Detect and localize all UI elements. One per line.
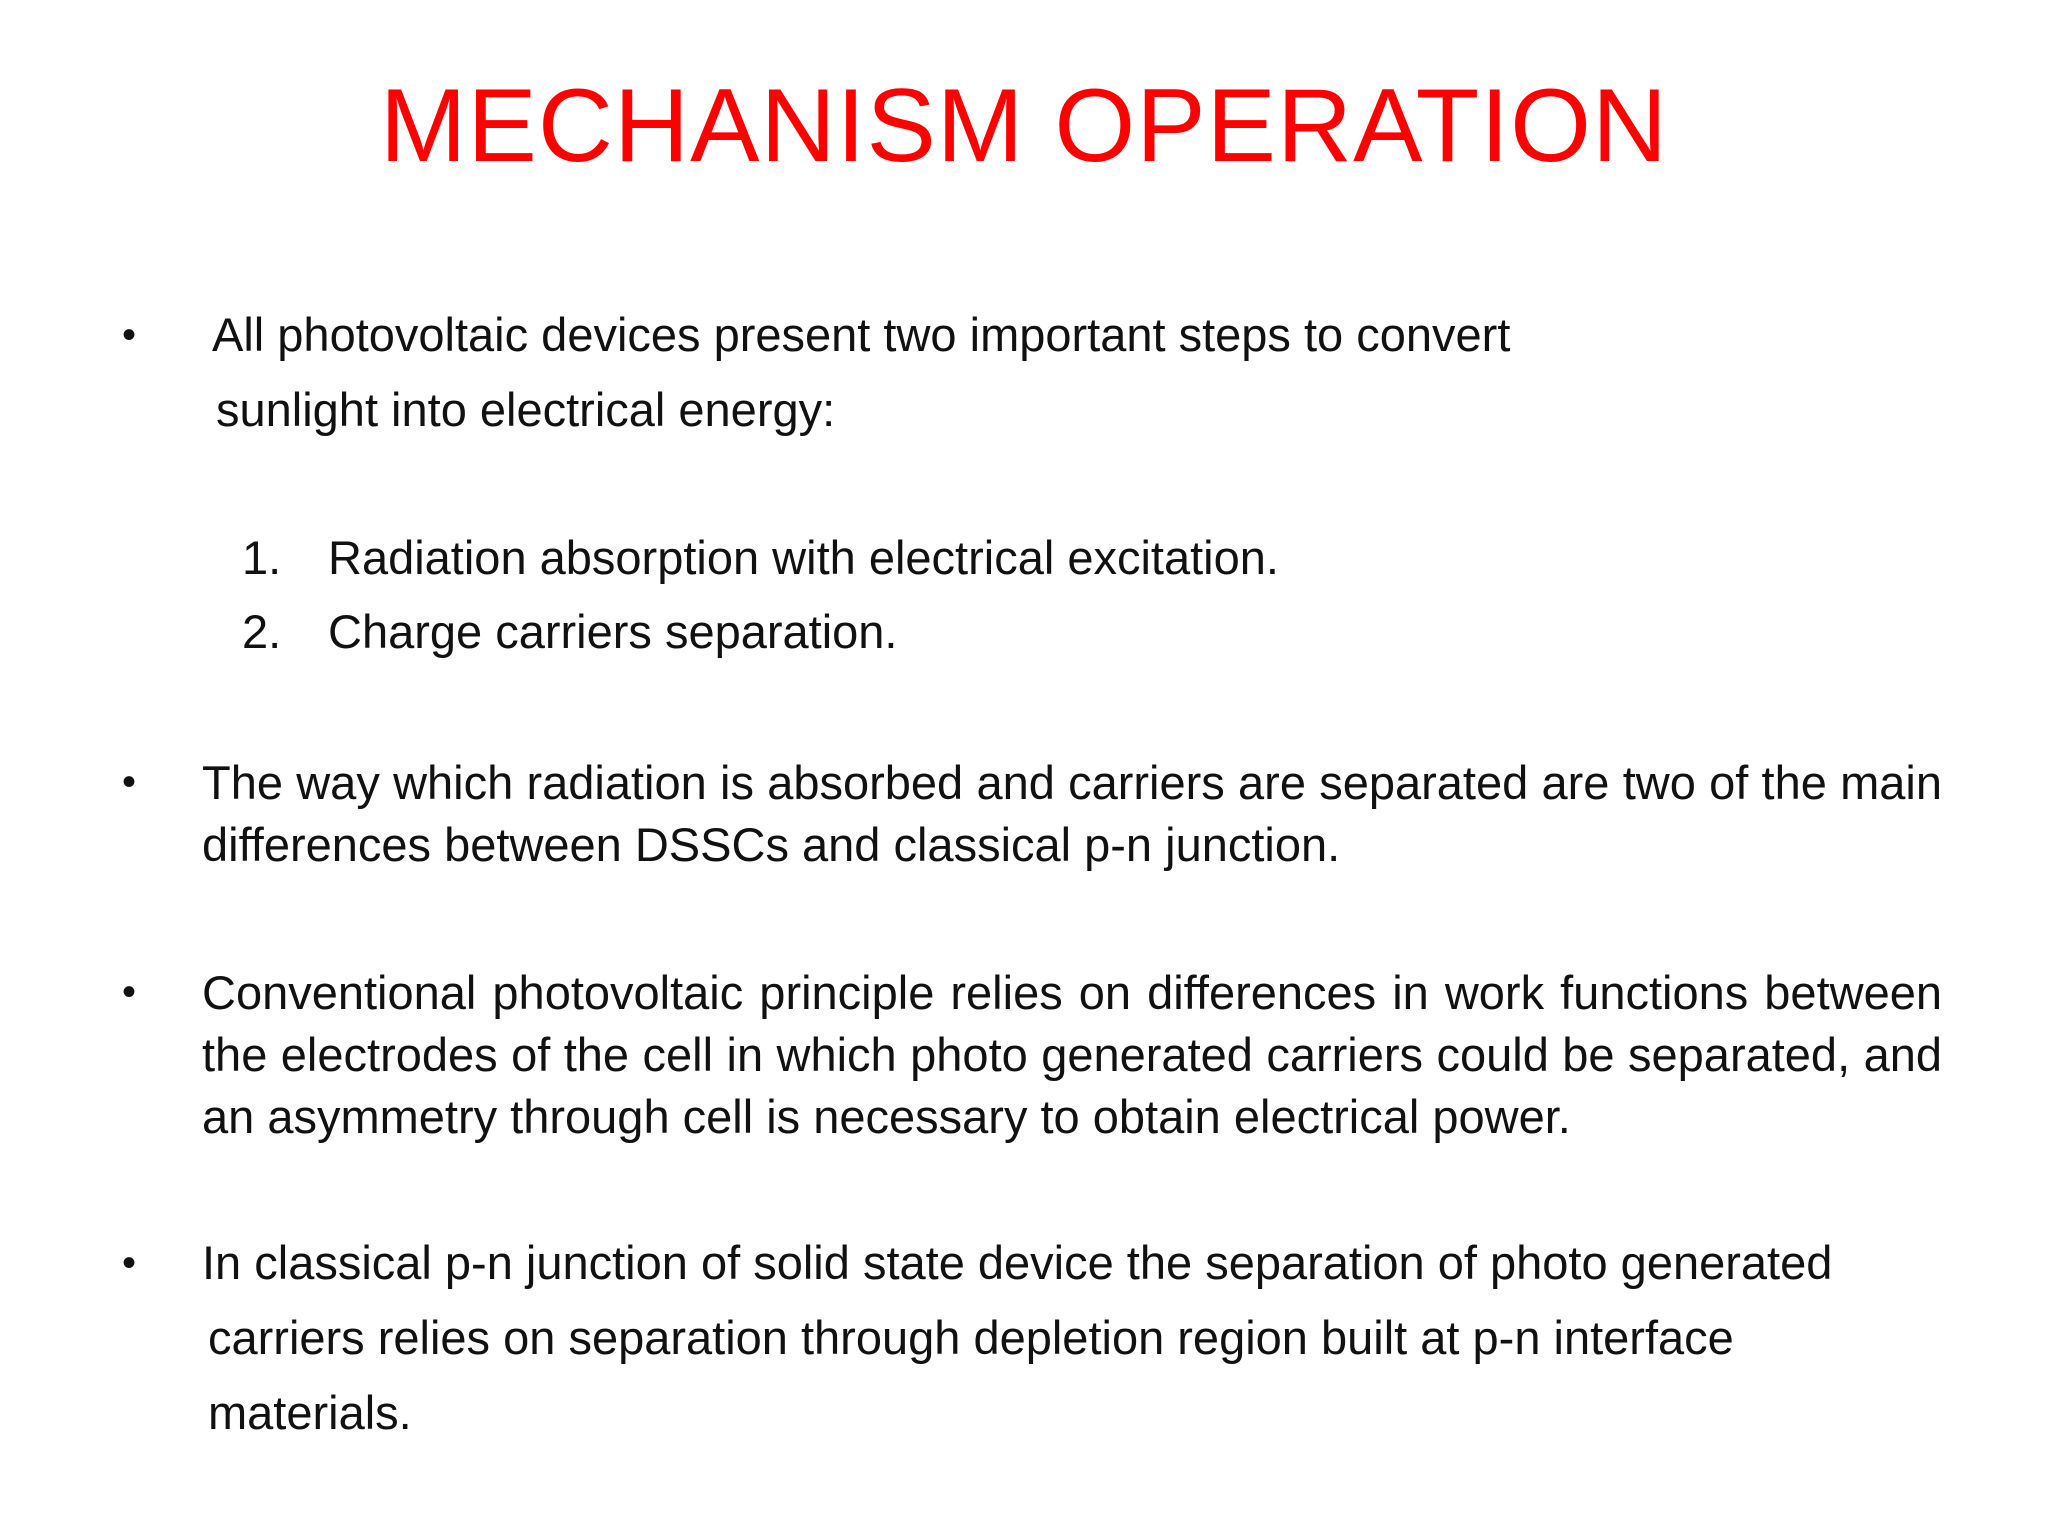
sub-item-2-number: 2. [242,605,282,658]
bullet-marker-2: • [122,760,137,804]
sub-item-2-text: Charge carriers separation. [328,605,898,658]
bullet-1-line-1: All photovoltaic devices present two important steps to convert [212,308,1511,361]
bullet-marker-3: • [122,970,137,1014]
bullet-4-line-2: carriers relies on separation through depletion region built at p-n interface [208,1311,1734,1364]
sub-item-1-number: 1. [242,531,282,584]
bullet-4-line-1: In classical p-n junction of solid state device the separation of photo generated [202,1236,1833,1289]
bullet-1-line-2: sunlight into electrical energy: [216,383,836,436]
bullet-marker-4: • [122,1241,137,1285]
bullet-marker-1: • [122,313,137,357]
bullet-3-text: Conventional photovoltaic principle relies on differences in work functions between the electrodes of the cell in which photo generated carriers could be separated, and an asymmetry through cell is necessary to obtain electrical power. [202,966,1942,1143]
bullet-4-line-3: materials. [208,1386,412,1439]
bullet-2-text: The way which radiation is absorbed and carriers are separated are two of the main differences between DSSCs and classical p-n junction. [202,756,1942,871]
sub-item-1-text: Radiation absorption with electrical excitation. [328,531,1279,584]
slide-title: MECHANISM OPERATION [379,68,1669,184]
